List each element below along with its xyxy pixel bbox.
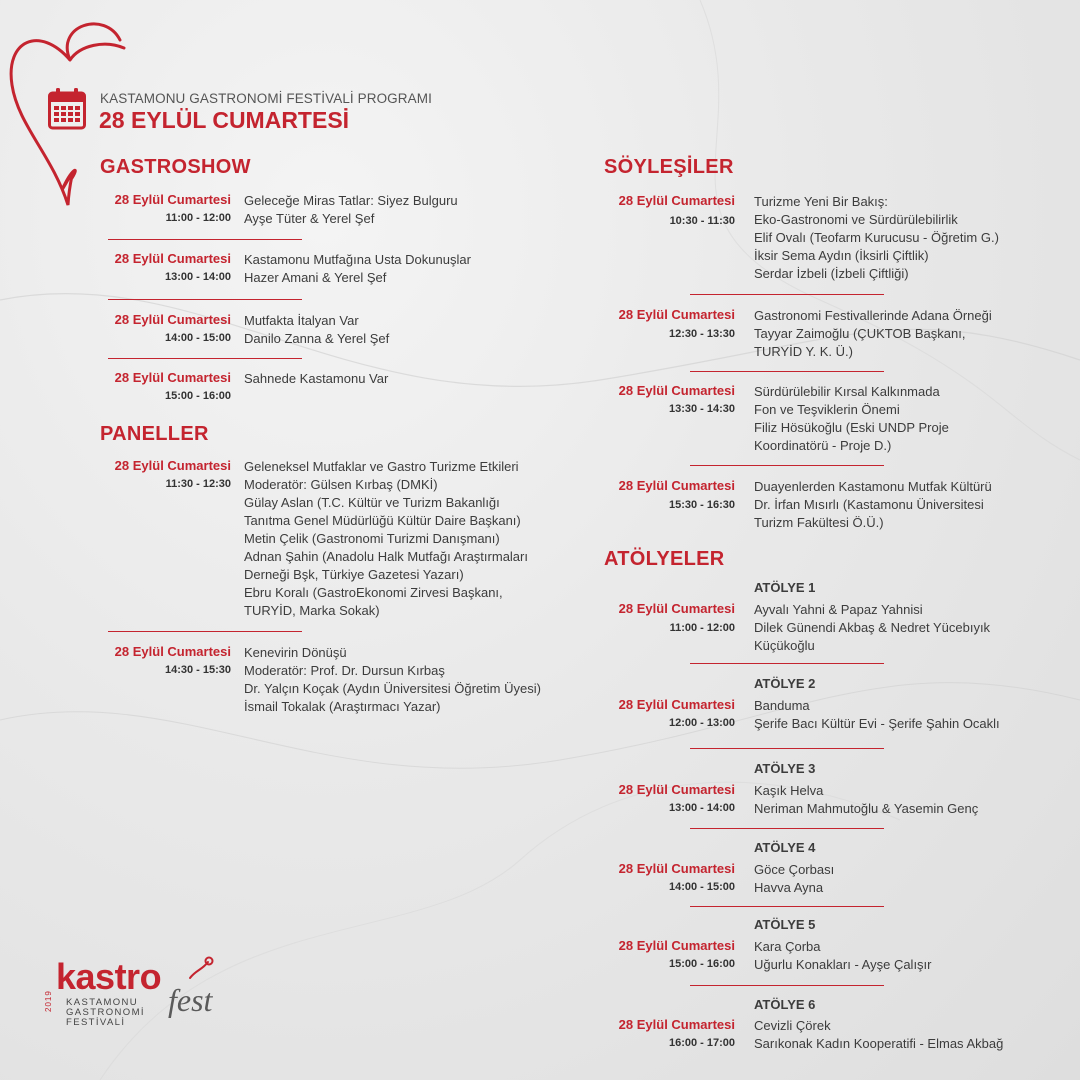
soylesiler-title: SÖYLEŞİLER bbox=[604, 156, 734, 178]
entry-line: Gastronomi Festivallerinde Adana Örneği bbox=[754, 308, 992, 323]
gastroshow-title: GASTROSHOW bbox=[100, 156, 251, 178]
entry-date: 28 Eylül Cumartesi bbox=[114, 458, 231, 473]
entry-time: 11:00 - 12:00 bbox=[165, 212, 231, 224]
entry-line: Cevizli Çörek bbox=[754, 1018, 831, 1033]
entry-line: Sarıkonak Kadın Kooperatifi - Elmas Akbağ bbox=[754, 1036, 1004, 1051]
divider bbox=[108, 299, 302, 300]
entry-description bbox=[754, 938, 932, 974]
entry-date: 28 Eylül Cumartesi bbox=[618, 861, 735, 876]
entry-line: İksir Sema Aydın (İksirli Çiftlik) bbox=[754, 248, 929, 263]
entry-description bbox=[244, 192, 458, 228]
entry-line: Dr. Yalçın Koçak (Aydın Üniversitesi Öğretim Üyesi) bbox=[244, 681, 541, 696]
divider bbox=[108, 631, 302, 632]
entry-line: Kastamonu Mutfağına Usta Dokunuşlar bbox=[244, 252, 471, 267]
kastro-fest-logo bbox=[44, 956, 232, 1036]
entry-line: Elif Ovalı (Teofarm Kurucusu - Öğretim G.) bbox=[754, 230, 999, 245]
workshop-label: ATÖLYE 4 bbox=[754, 840, 816, 855]
paneller-title: PANELLER bbox=[100, 423, 209, 445]
logo-line: GASTRONOMİ bbox=[66, 1007, 145, 1018]
workshop-label: ATÖLYE 2 bbox=[754, 676, 816, 691]
entry-date: 28 Eylül Cumartesi bbox=[618, 601, 735, 616]
entry-time: 13:00 - 14:00 bbox=[164, 271, 231, 283]
entry-line: Tanıtma Genel Müdürlüğü Kültür Daire Başkanı) bbox=[244, 513, 521, 528]
entry-line: İsmail Tokalak (Araştırmacı Yazar) bbox=[244, 699, 441, 714]
entry-time: 14:30 - 15:30 bbox=[164, 664, 231, 676]
entry-line: Serdar İzbeli (İzbeli Çiftliği) bbox=[754, 266, 909, 281]
header-title: 28 EYLÜL CUMARTESİ bbox=[99, 107, 350, 133]
entry-description bbox=[754, 697, 1000, 733]
entry-line: Mutfakta İtalyan Var bbox=[244, 313, 359, 328]
entry-description bbox=[754, 307, 992, 361]
divider bbox=[690, 985, 884, 986]
workshop-label: ATÖLYE 3 bbox=[754, 761, 816, 776]
entry-line: Geleceğe Miras Tatlar: Siyez Bulguru bbox=[244, 193, 458, 208]
divider bbox=[690, 748, 884, 749]
entry-description bbox=[754, 478, 992, 532]
entry-line: Eko-Gastronomi ve Sürdürülebilirlik bbox=[754, 212, 958, 227]
entry-description bbox=[754, 782, 978, 818]
entry-description bbox=[754, 861, 834, 897]
entry-line: Moderatör: Prof. Dr. Dursun Kırbaş bbox=[244, 663, 445, 678]
divider bbox=[690, 828, 884, 829]
entry-line: Banduma bbox=[754, 698, 810, 713]
entry-date: 28 Eylül Cumartesi bbox=[618, 938, 735, 953]
entry-description bbox=[754, 1017, 1003, 1053]
entry-time: 12:00 - 13:00 bbox=[668, 717, 735, 729]
entry-time: 15:00 - 16:00 bbox=[668, 958, 735, 970]
divider bbox=[108, 239, 302, 240]
logo-script: fest bbox=[168, 982, 213, 1018]
entry-date: 28 Eylül Cumartesi bbox=[114, 644, 231, 659]
entry-line: Şerife Bacı Kültür Evi - Şerife Şahin Ocaklı bbox=[754, 716, 1000, 731]
entry-line: Metin Çelik (Gastronomi Turizmi Danışmanı) bbox=[244, 531, 500, 546]
entry-line: Havva Ayna bbox=[754, 880, 824, 895]
entry-line: Adnan Şahin (Anadolu Halk Mutfağı Araştırmaları bbox=[244, 549, 528, 564]
entry-description bbox=[244, 458, 528, 620]
entry-description bbox=[244, 644, 541, 716]
calendar-icon bbox=[48, 88, 86, 130]
entry-description bbox=[244, 251, 471, 287]
entry-line: Ebru Koralı (GastroEkonomi Zirvesi Başkanı, bbox=[244, 585, 503, 600]
entry-time: 16:00 - 17:00 bbox=[668, 1037, 735, 1049]
logo-line: FESTİVALİ bbox=[66, 1017, 126, 1028]
workshop-label: ATÖLYE 1 bbox=[754, 580, 816, 595]
entry-date: 28 Eylül Cumartesi bbox=[114, 312, 231, 327]
entry-date: 28 Eylül Cumartesi bbox=[114, 192, 231, 207]
divider bbox=[108, 358, 302, 359]
divider bbox=[690, 371, 884, 372]
entry-line: Uğurlu Konakları - Ayşe Çalışır bbox=[754, 957, 932, 972]
entry-date: 28 Eylül Cumartesi bbox=[618, 782, 735, 797]
logo-brand: kastro bbox=[56, 956, 162, 997]
entry-description bbox=[244, 312, 389, 348]
entry-time: 14:00 - 15:00 bbox=[164, 332, 231, 344]
entry-line: Dilek Günendi Akbaş & Nedret Yücebıyık bbox=[754, 620, 991, 635]
divider bbox=[690, 906, 884, 907]
divider bbox=[690, 465, 884, 466]
spoon-swirl-icon bbox=[186, 956, 214, 982]
entry-line: Kara Çorba bbox=[754, 939, 821, 954]
entry-description bbox=[754, 193, 999, 283]
entry-date: 28 Eylül Cumartesi bbox=[618, 697, 735, 712]
entry-date: 28 Eylül Cumartesi bbox=[618, 1017, 735, 1032]
entry-line: Hazer Amani & Yerel Şef bbox=[244, 270, 387, 285]
entry-line: Sürdürülebilir Kırsal Kalkınmada bbox=[754, 384, 940, 399]
header-subtitle: KASTAMONU GASTRONOMİ FESTİVALİ PROGRAMI bbox=[100, 91, 432, 106]
entry-line: Duayenlerden Kastamonu Mutfak Kültürü bbox=[754, 479, 992, 494]
entry-date: 28 Eylül Cumartesi bbox=[618, 307, 735, 322]
entry-description bbox=[754, 601, 990, 655]
entry-date: 28 Eylül Cumartesi bbox=[114, 251, 231, 266]
entry-date: 28 Eylül Cumartesi bbox=[114, 370, 231, 385]
entry-date: 28 Eylül Cumartesi bbox=[618, 383, 735, 398]
divider bbox=[690, 294, 884, 295]
entry-line: Ayşe Tüter & Yerel Şef bbox=[244, 211, 375, 226]
logo-line: KASTAMONU bbox=[66, 997, 139, 1008]
entry-time: 13:00 - 14:00 bbox=[668, 802, 735, 814]
logo-year: 2019 bbox=[44, 990, 53, 1012]
entry-description bbox=[754, 383, 949, 455]
entry-line: Fon ve Teşviklerin Önemi bbox=[754, 402, 900, 417]
entry-line: Kenevirin Dönüşü bbox=[244, 645, 347, 660]
entry-time: 15:30 - 16:30 bbox=[668, 499, 735, 511]
entry-time: 13:30 - 14:30 bbox=[668, 403, 735, 415]
entry-date: 28 Eylül Cumartesi bbox=[618, 193, 735, 208]
entry-line: TURYİD, Marka Sokak) bbox=[244, 603, 380, 618]
divider bbox=[690, 663, 884, 664]
entry-time: 11:30 - 12:30 bbox=[165, 478, 231, 490]
entry-time: 14:00 - 15:00 bbox=[668, 881, 735, 893]
entry-time: 11:00 - 12:00 bbox=[669, 622, 735, 634]
entry-line: Derneği Bşk, Türkiye Gazetesi Yazarı) bbox=[244, 567, 464, 582]
entry-line: TURYİD Y. K. Ü.) bbox=[754, 344, 853, 359]
entry-line: Koordinatörü - Proje D.) bbox=[754, 438, 892, 453]
entry-line: Sahnede Kastamonu Var bbox=[244, 371, 389, 386]
entry-line: Neriman Mahmutoğlu & Yasemin Genç bbox=[754, 801, 979, 816]
workshop-label: ATÖLYE 6 bbox=[754, 997, 816, 1012]
entry-line: Turizme Yeni Bir Bakış: bbox=[754, 194, 888, 209]
entry-line: Danilo Zanna & Yerel Şef bbox=[244, 331, 390, 346]
entry-time: 12:30 - 13:30 bbox=[668, 328, 735, 340]
entry-line: Tayyar Zaimoğlu (ÇUKTOB Başkanı, bbox=[754, 326, 966, 341]
entry-line: Geleneksel Mutfaklar ve Gastro Turizme Etkileri bbox=[244, 459, 519, 474]
workshop-label: ATÖLYE 5 bbox=[754, 917, 816, 932]
entry-line: Gülay Aslan (T.C. Kültür ve Turizm Bakanlığı bbox=[244, 495, 500, 510]
entry-time: 10:30 - 11:30 bbox=[669, 215, 735, 227]
entry-line: Filiz Hösükoğlu (Eski UNDP Proje bbox=[754, 420, 949, 435]
entry-line: Moderatör: Gülsen Kırbaş (DMKİ) bbox=[244, 477, 438, 492]
entry-line: Küçükoğlu bbox=[754, 638, 815, 653]
entry-line: Turizm Fakültesi Ö.Ü.) bbox=[754, 515, 884, 530]
atolyeler-title: ATÖLYELER bbox=[604, 548, 725, 570]
entry-line: Dr. İrfan Mısırlı (Kastamonu Üniversitesi bbox=[754, 497, 984, 512]
entry-line: Göce Çorbası bbox=[754, 862, 835, 877]
entry-time: 15:00 - 16:00 bbox=[164, 390, 231, 402]
entry-line: Ayvalı Yahni & Papaz Yahnisi bbox=[754, 602, 923, 617]
entry-description bbox=[244, 370, 388, 388]
entry-line: Kaşık Helva bbox=[754, 783, 824, 798]
entry-date: 28 Eylül Cumartesi bbox=[618, 478, 735, 493]
logo-text bbox=[66, 998, 145, 1028]
